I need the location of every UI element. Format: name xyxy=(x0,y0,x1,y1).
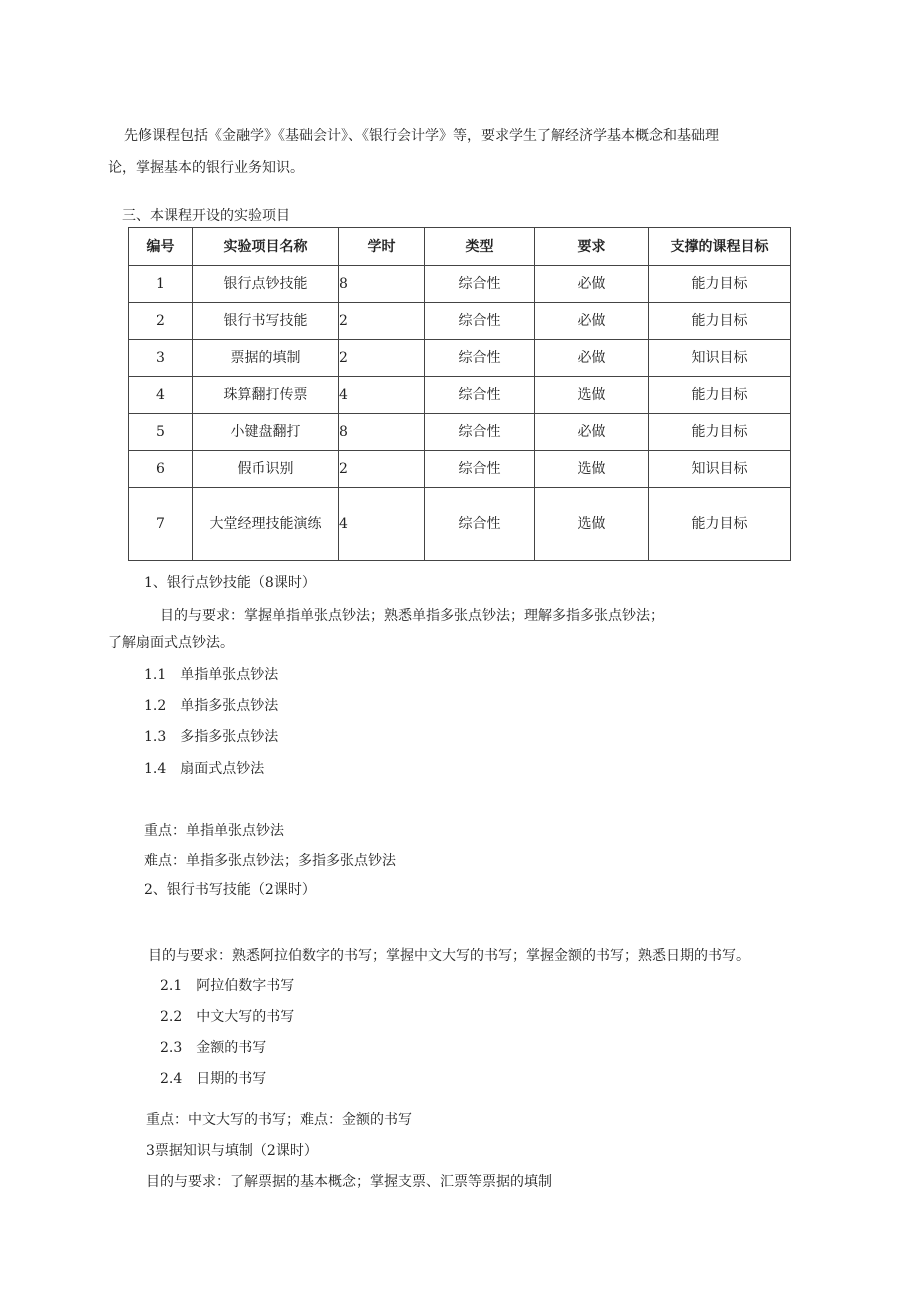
cell-type: 综合性 xyxy=(425,414,535,451)
cell-goal: 知识目标 xyxy=(649,340,791,377)
table-row xyxy=(129,488,791,561)
cell-id: 2 xyxy=(129,303,193,340)
section-3-heading: 三、本课程开设的实验项目 xyxy=(122,208,290,224)
cell-name: 珠算翻打传票 xyxy=(193,377,339,414)
item1-sub-4: 1.4 扇面式点钞法 xyxy=(144,761,265,777)
cell-type: 综合性 xyxy=(425,451,535,488)
intro-line-2: 论，掌握基本的银行业务知识。 xyxy=(108,160,304,176)
cell-name: 票据的填制 xyxy=(193,340,339,377)
item3-purpose: 目的与要求：了解票据的基本概念；掌握支票、汇票等票据的填制 xyxy=(146,1174,552,1190)
item2-sub-3: 2.3 金额的书写 xyxy=(160,1040,267,1056)
item2-purpose: 目的与要求：熟悉阿拉伯数字的书写；掌握中文大写的书写；掌握金额的书写；熟悉日期的书写。 xyxy=(148,948,750,964)
intro-line-1: 先修课程包括《金融学》《基础会计》、《银行会计学》等，要求学生了解经济学基本概念和基础理 xyxy=(124,128,719,144)
cell-type: 综合性 xyxy=(425,303,535,340)
cell-goal: 知识目标 xyxy=(649,451,791,488)
cell-name: 银行书写技能 xyxy=(193,303,339,340)
cell-name: 假币识别 xyxy=(193,451,339,488)
cell-requirement: 必做 xyxy=(535,414,649,451)
table-header-row xyxy=(129,228,791,266)
table-row xyxy=(129,377,791,414)
cell-name: 小键盘翻打 xyxy=(193,414,339,451)
item3-title: 3票据知识与填制（2课时） xyxy=(146,1143,318,1159)
item1-title: 1、银行点钞技能（8课时） xyxy=(144,575,316,591)
cell-goal: 能力目标 xyxy=(649,377,791,414)
item1-purpose-line-2: 了解扇面式点钞法。 xyxy=(108,635,234,651)
table-row xyxy=(129,414,791,451)
cell-goal: 能力目标 xyxy=(649,303,791,340)
item1-key-point: 重点：单指单张点钞法 xyxy=(144,823,284,839)
cell-id: 7 xyxy=(129,488,193,561)
item2-key-difficult: 重点：中文大写的书写；难点：金额的书写 xyxy=(146,1112,412,1128)
cell-id: 5 xyxy=(129,414,193,451)
cell-type: 综合性 xyxy=(425,488,535,561)
item2-sub-1: 2.1 阿拉伯数字书写 xyxy=(160,978,295,994)
cell-type: 综合性 xyxy=(425,340,535,377)
item1-sub-2: 1.2 单指多张点钞法 xyxy=(144,698,279,714)
cell-requirement: 必做 xyxy=(535,266,649,303)
cell-hours: 2 xyxy=(339,303,425,340)
cell-hours: 2 xyxy=(339,451,425,488)
cell-id: 3 xyxy=(129,340,193,377)
item1-sub-3: 1.3 多指多张点钞法 xyxy=(144,729,279,745)
table-row xyxy=(129,303,791,340)
cell-type: 综合性 xyxy=(425,266,535,303)
cell-goal: 能力目标 xyxy=(649,488,791,561)
cell-id: 1 xyxy=(129,266,193,303)
cell-hours: 4 xyxy=(339,488,425,561)
header-requirement: 要求 xyxy=(535,228,649,266)
cell-hours: 8 xyxy=(339,414,425,451)
cell-goal: 能力目标 xyxy=(649,266,791,303)
header-hours: 学时 xyxy=(339,228,425,266)
header-type: 类型 xyxy=(425,228,535,266)
cell-id: 4 xyxy=(129,377,193,414)
header-name: 实验项目名称 xyxy=(193,228,339,266)
cell-name: 大堂经理技能演练 xyxy=(193,488,339,561)
cell-name: 银行点钞技能 xyxy=(193,266,339,303)
cell-hours: 4 xyxy=(339,377,425,414)
item2-title: 2、银行书写技能（2课时） xyxy=(144,882,316,898)
table-row xyxy=(129,340,791,377)
item1-sub-1: 1.1 单指单张点钞法 xyxy=(144,667,279,683)
cell-type: 综合性 xyxy=(425,377,535,414)
cell-hours: 8 xyxy=(339,266,425,303)
cell-hours: 2 xyxy=(339,340,425,377)
header-id: 编号 xyxy=(129,228,193,266)
header-goal: 支撑的课程目标 xyxy=(649,228,791,266)
cell-requirement: 选做 xyxy=(535,488,649,561)
cell-goal: 能力目标 xyxy=(649,414,791,451)
cell-requirement: 选做 xyxy=(535,451,649,488)
item1-difficult-point: 难点：单指多张点钞法；多指多张点钞法 xyxy=(144,853,396,869)
item2-sub-4: 2.4 日期的书写 xyxy=(160,1071,267,1087)
experiment-table xyxy=(128,227,791,561)
cell-requirement: 必做 xyxy=(535,303,649,340)
table-row xyxy=(129,451,791,488)
cell-id: 6 xyxy=(129,451,193,488)
item1-purpose-line-1: 目的与要求：掌握单指单张点钞法；熟悉单指多张点钞法；理解多指多张点钞法； xyxy=(160,608,664,624)
cell-requirement: 必做 xyxy=(535,340,649,377)
item2-sub-2: 2.2 中文大写的书写 xyxy=(160,1009,295,1025)
cell-requirement: 选做 xyxy=(535,377,649,414)
table-row xyxy=(129,266,791,303)
